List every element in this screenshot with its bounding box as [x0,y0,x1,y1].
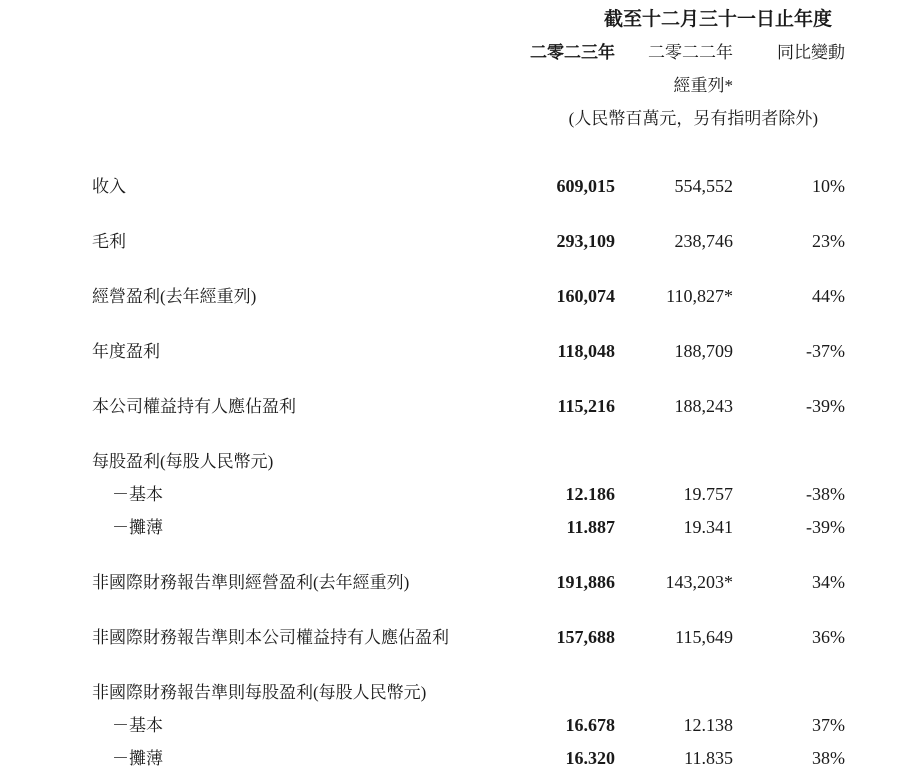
value-2022 [615,452,733,471]
value-2023: 16.320 [565,748,615,768]
row-label: －攤薄 [112,749,163,768]
value-2023: 157,688 [556,627,615,647]
table-row [92,716,845,735]
row-label: 每股盈利(每股人民幣元) [92,452,274,471]
period-title: 截至十二月三十一日止年度 [603,9,832,30]
value-yoy: 37% [812,715,845,735]
row-label: －基本 [112,485,163,504]
row-label: 本公司權益持有人應佔盈利 [92,397,296,416]
column-header-2023: 二零二三年 [530,43,615,62]
row-label: 毛利 [92,232,126,251]
table-row [92,452,845,471]
value-yoy: -39% [806,396,845,416]
table-row [92,287,845,306]
value-2023: 11.887 [566,517,615,537]
column-header-yoy: 同比變動 [777,43,845,62]
value-2022: 110,827* [666,286,733,306]
table-row [92,177,845,196]
row-label: 非國際財務報告準則經營盈利(去年經重列) [92,573,410,592]
value-2022: 19.757 [683,484,733,504]
value-2023: 16.678 [565,715,615,735]
value-2023: 160,074 [556,286,615,306]
value-yoy: 10% [812,176,845,196]
table-row [92,397,845,416]
value-2022: 19.341 [683,517,733,537]
value-2023: 115,216 [557,396,615,416]
value-2022: 188,243 [674,396,733,416]
financial-highlights-table [92,9,845,768]
value-yoy [733,452,845,471]
value-yoy: 34% [812,572,845,592]
row-label: 非國際財務報告準則每股盈利(每股人民幣元) [92,683,427,702]
value-yoy: -37% [806,341,845,361]
table-row [92,518,845,537]
value-2023: 609,015 [556,176,615,196]
table-row [92,683,845,702]
row-label: －攤薄 [112,518,163,537]
table-row [92,342,845,361]
value-2022: 11.835 [684,748,733,768]
column-header-row [92,42,845,63]
column-header-2022: 二零二二年 [648,43,733,62]
value-2023: 293,109 [556,231,615,251]
value-yoy [733,683,845,702]
value-yoy: -39% [806,517,845,537]
table-body [92,177,845,768]
value-yoy: 36% [812,627,845,647]
restated-note-row [92,75,845,96]
table-row [92,749,845,768]
value-2023: 118,048 [557,341,615,361]
restated-note: 經重列* [673,76,733,95]
value-2022: 554,552 [674,176,733,196]
value-2023 [472,452,615,471]
value-2022: 238,746 [674,231,733,251]
value-2023: 191,886 [556,572,615,592]
value-2023: 12.186 [565,484,615,504]
row-label: 經營盈利(去年經重列) [92,287,257,306]
value-2023 [472,683,615,702]
table-row [92,232,845,251]
row-label: 收入 [92,177,126,196]
value-2022: 12.138 [683,715,733,735]
value-yoy: 23% [812,231,845,251]
value-yoy: -38% [806,484,845,504]
value-yoy: 38% [812,748,845,768]
value-2022 [615,683,733,702]
value-2022: 188,709 [674,341,733,361]
value-2022: 143,203* [665,572,733,592]
table-row [92,628,845,647]
table-row [92,485,845,504]
value-2022: 115,649 [675,627,733,647]
column-header-spacer [92,42,472,63]
row-label: 非國際財務報告準則本公司權益持有人應佔盈利 [92,628,449,647]
value-yoy: 44% [812,286,845,306]
currency-note: (人民幣百萬元，另有指明者除外) [568,109,818,128]
table-row [92,573,845,592]
row-label: －基本 [112,716,163,735]
row-label: 年度盈利 [92,342,160,361]
